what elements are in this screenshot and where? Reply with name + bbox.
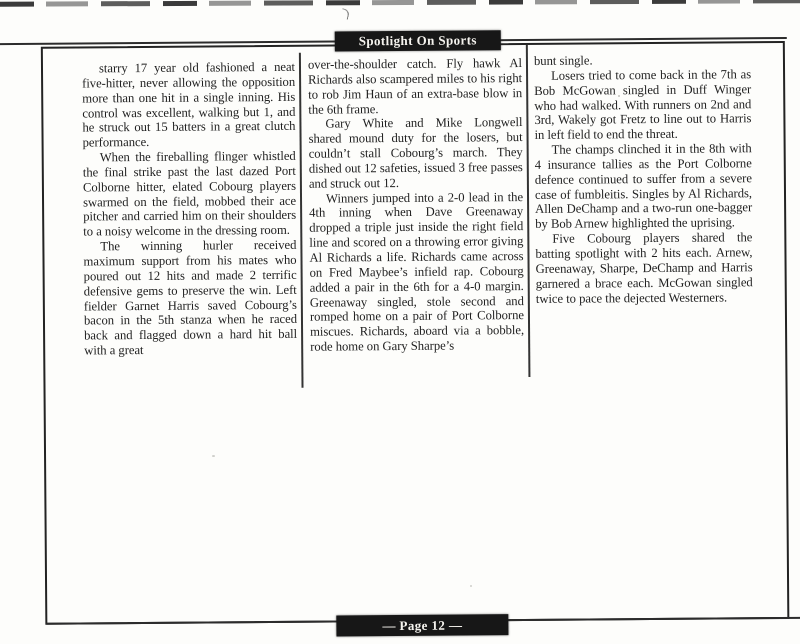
article-paragraph: over-the-shoulder catch. Fly hawk Al Richards also scampered miles to his right to rob Jim Haun of an extra-base blow in the 6th frame.	[307, 56, 523, 117]
article-paragraph: starry 17 year old fashioned a neat five-hitter, never allowing the opposition more than one hit in a single inning. His control was excellent, walking but 1, and he struck out 15 batters in a great clutch performance.	[82, 59, 296, 150]
article-paragraph: Winners jumped into a 2-0 lead in the 4th inning when Dave Greenaway dropped a triple just inside the right field line and scored on a throwing error giving Al Richards a life. Richards came across on Fred Maybee’s infield rap. Cobourg added a pair in the 6th for a 4-0 margin. Greenaway singled, stole second and romped home on a pair of Port Colborne miscues. Richards, aboard via a bobble, rode home on Gary Sharpe’s	[309, 189, 525, 354]
article-paragraph: Five Cobourg players shared the batting spotlight with 2 hits each. Arnew, Greenaway, Sharpe, DeChamp and Harris garnered a brace each. McGowan singled twice to pace the dejected Westerners.	[535, 230, 753, 306]
text-column-3	[534, 52, 753, 306]
article-paragraph: When the fireballing flinger whistled the final strike past the last dazed Port Colborne hitter, elated Cobourg players swarmed on the field, mobbed their ace pitcher and carried him on their shoulders to a noisy welcome in the dressing room.	[82, 148, 297, 239]
article-paragraph: The winning hurler received maximum support from his mates who poured out 12 hits and made 2 terrific defensive gems to preserve the win. Left fielder Garnet Harris saved Cobourg’s bacon in the 5th stanza when he raced back and flagged down a hard hit ball with a great	[83, 237, 298, 358]
section-banner	[335, 30, 501, 51]
text-column-1	[82, 60, 297, 359]
article-paragraph: Gary White and Mike Longwell shared mound duty for the losers, but couldn’t stall Cobourg’s march. They dished out 12 safeties, issued 3 free passes and struck out 12.	[308, 115, 523, 191]
article-paragraph: The champs clinched it in the 8th with 4 insurance tallies as the Port Colborne defence continued to suffer from a severe case of fumbleitis. Singles by Al Richards, Allen DeChamp and a two-run one-bagger by Bob Arnew highlighted the uprising.	[534, 141, 753, 232]
page-number: — Page 12 —	[382, 617, 463, 634]
article-paragraph: Losers tried to come back in the 7th as Bob McGowan singled in Duff Winger who had walked. With runners on 2nd and 3rd, Wakely got Fretz to line out to Harris in left field to end the threat.	[534, 67, 752, 143]
page-number-banner	[336, 614, 508, 636]
article-paragraph: bunt single.	[533, 53, 593, 68]
text-column-2	[308, 56, 524, 355]
section-title: Spotlight On Sports	[358, 32, 477, 49]
